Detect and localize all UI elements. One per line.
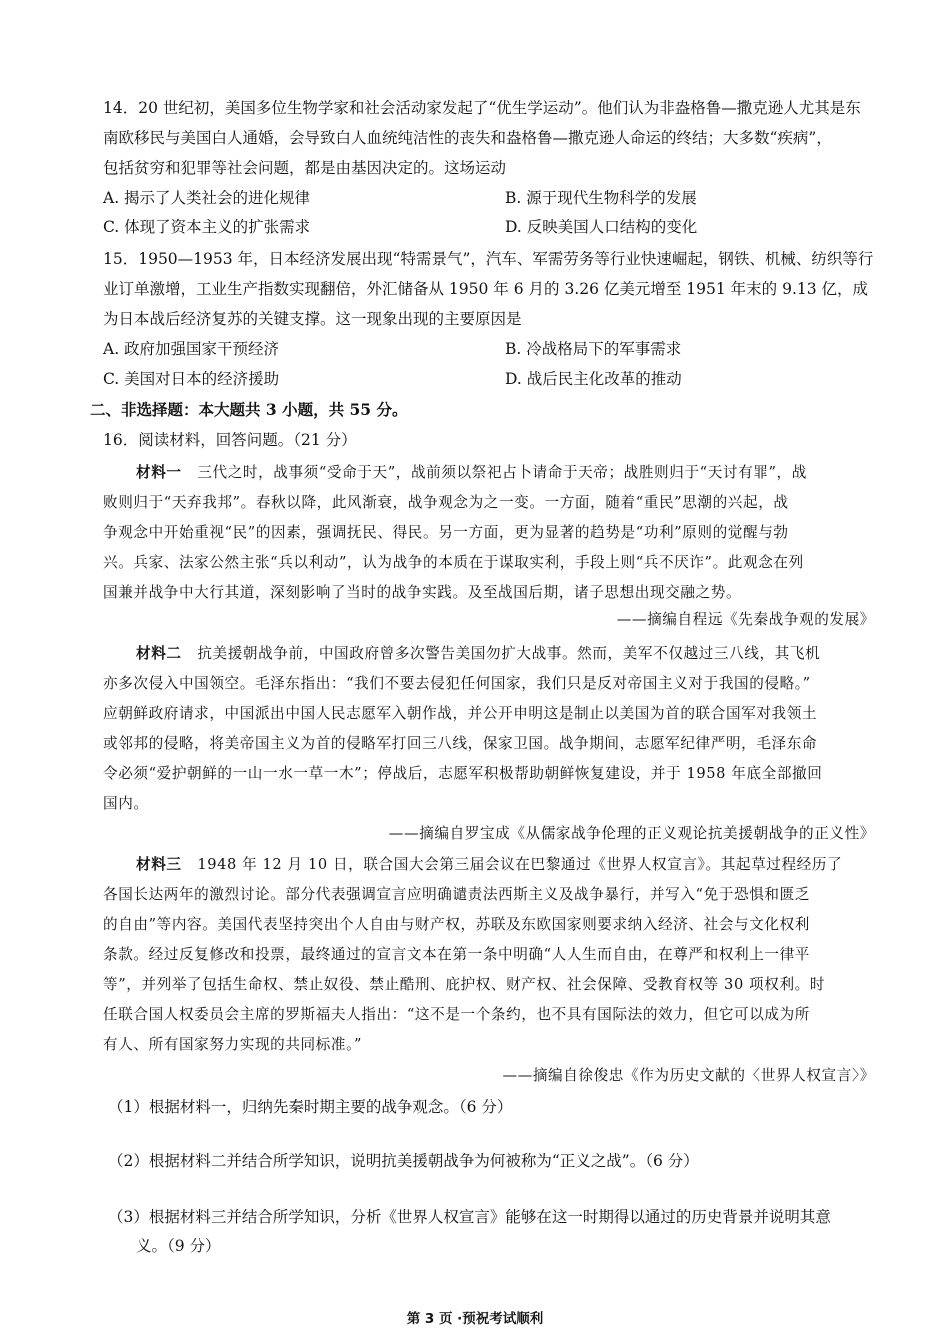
material-2-label: 材料二 bbox=[136, 645, 182, 662]
page-footer: 第 3 页 ·预祝考试顺利 bbox=[406, 1311, 544, 1327]
material-3-line-5: 等”，并列举了包括生命权、禁止奴役、禁止酷刑、庇护权、财产权、社会保障、受教育权等 30 项权利。时 bbox=[103, 976, 826, 993]
material-2-line-1 bbox=[136, 644, 820, 664]
material-1-line-1 bbox=[136, 463, 807, 483]
material-2-line-4: 或邻邦的侵略，将美帝国主义为首的侵略军打回三八线，保家卫国。战争期间，志愿军纪律严明，毛泽东命 bbox=[103, 735, 818, 752]
material-3-label: 材料三 bbox=[136, 856, 182, 873]
material-3-line-6: 任联合国人权委员会主席的罗斯福夫人指出：“这不是一个条约，也不具有国际法的效力，但它可以成为所 bbox=[103, 1006, 810, 1023]
sub-question-2: （2）根据材料二并结合所学知识，说明抗美援朝战争为何被称为“正义之战”。（6 分） bbox=[108, 1152, 699, 1170]
material-3-line-3: 的自由”等内容。美国代表坚持突出个人自由与财产权，苏联及东欧国家则要求纳入经济、社会与文化权利 bbox=[103, 916, 810, 933]
q14-line-3: 包括贫穷和犯罪等社会问题，都是由基因决定的。这场运动 bbox=[103, 159, 507, 177]
material-3-line-4: 条款。经过反复修改和投票，最终通过的宣言文本在第一条中明确“人人生而自由，在尊严和权利上一律平 bbox=[103, 946, 810, 963]
q15-line-2: 业订单激增，工业生产指数实现翻倍，外汇储备从 1950 年 6 月的 3.26 亿美元增至 1951 年末的 9.13 亿，成 bbox=[103, 280, 869, 298]
q15-option-a: A. 政府加强国家干预经济 bbox=[103, 340, 280, 358]
material-1-line-3: 争观念中开始重视“民”的因素，强调抚民、得民。另一方面，更为显著的趋势是“功利”原则的觉醒与勃 bbox=[103, 524, 789, 541]
material-1-text: 三代之时，战事须“受命于天”，战前须以祭祀占卜请命于天帝；战胜则归于“天讨有罪”，战 bbox=[197, 464, 807, 481]
material-3-line-7: 有人、所有国家努力实现的共同标准。” bbox=[103, 1036, 363, 1053]
q15-line-1: 15．1950—1953 年，日本经济发展出现“特需景气”，汽车、军需劳务等行业快速崛起，钢铁、机械、纺织等行 bbox=[103, 250, 874, 268]
material-2-line-6: 国内。 bbox=[103, 795, 149, 812]
q15-option-c: C. 美国对日本的经济援助 bbox=[103, 370, 280, 388]
q14-option-c: C. 体现了资本主义的扩张需求 bbox=[103, 218, 311, 236]
material-1-line-2: 败则归于“天弃我邦”。春秋以降，此风渐衰，战争观念为之一变。一方面，随着“重民”思潮的兴起，战 bbox=[103, 494, 789, 511]
q14-option-d: D. 反映美国人口结构的变化 bbox=[505, 218, 698, 236]
q14-line-1: 14．20 世纪初，美国多位生物学家和社会活动家发起了“优生学运动”。他们认为非盎格鲁—撒克逊人尤其是东 bbox=[103, 99, 861, 117]
q15-line-3: 为日本战后经济复苏的关键支撑。这一现象出现的主要原因是 bbox=[103, 310, 522, 328]
q14-option-b: B. 源于现代生物科学的发展 bbox=[505, 189, 697, 207]
material-2-line-3: 应朝鲜政府请求，中国派出中国人民志愿军入朝作战，并公开申明这是制止以美国为首的联合国军对我领土 bbox=[103, 705, 818, 722]
material-2-text: 抗美援朝战争前，中国政府曾多次警告美国勿扩大战事。然而，美军不仅越过三八线，其飞机 bbox=[197, 645, 821, 662]
material-3-text: 1948 年 12 月 10 日，联合国大会第三届会议在巴黎通过《世界人权宣言》。其起草过程经历了 bbox=[197, 856, 843, 873]
q14-line-2: 南欧移民与美国白人通婚，会导致白人血统纯洁性的丧失和盎格鲁—撒克逊人命运的终结；大多数“疾病”， bbox=[103, 129, 832, 147]
material-1-line-5: 国兼并战争中大行其道，深刻影响了当时的战争实践。及至战国后期，诸子思想出现交融之势。 bbox=[103, 584, 742, 601]
material-2-line-5: 令必须“爱护朝鲜的一山一水一草一木”；停战后，志愿军积极帮助朝鲜恢复建设，并于 1958 年底全部撤回 bbox=[103, 765, 823, 782]
material-1-source: ——摘编自程远《先秦战争观的发展》 bbox=[616, 611, 875, 628]
q14-option-a: A. 揭示了人类社会的进化规律 bbox=[103, 189, 311, 207]
q16-intro: 16．阅读材料，回答问题。（21 分） bbox=[103, 431, 357, 449]
material-3-line-1 bbox=[136, 855, 842, 875]
material-1-line-4: 兴。兵家、法家公然主张“兵以利动”，认为战争的本质在于谋取实利，手段上则“兵不厌诈”。此观念在列 bbox=[103, 554, 804, 571]
q15-option-d: D. 战后民主化改革的推动 bbox=[505, 370, 682, 388]
material-1-label: 材料一 bbox=[136, 464, 182, 481]
material-2-source: ——摘编自罗宝成《从儒家战争伦理的正义观论抗美援朝战争的正义性》 bbox=[388, 825, 875, 842]
material-3-line-2: 各国长达两年的激烈讨论。部分代表强调宣言应明确谴责法西斯主义及战争暴行，并写入“免于恐惧和匮乏 bbox=[103, 886, 810, 903]
material-3-source: ——摘编自徐俊忠《作为历史文献的〈世界人权宣言〉》 bbox=[502, 1067, 875, 1084]
q15-option-b: B. 冷战格局下的军事需求 bbox=[505, 340, 682, 358]
sub-question-3-line-1: （3）根据材料三并结合所学知识，分析《世界人权宣言》能够在这一时期得以通过的历史背景并说明其意 bbox=[108, 1208, 831, 1226]
sub-question-3-line-2: 义。（9 分） bbox=[136, 1237, 221, 1255]
sub-question-1: （1）根据材料一，归纳先秦时期主要的战争观念。（6 分） bbox=[108, 1098, 513, 1116]
section-heading: 二、非选择题：本大题共 3 小题，共 55 分。 bbox=[90, 400, 408, 419]
material-2-line-2: 亦多次侵入中国领空。毛泽东指出：“我们不要去侵犯任何国家，我们只是反对帝国主义对于我国的侵略。” bbox=[103, 675, 811, 692]
